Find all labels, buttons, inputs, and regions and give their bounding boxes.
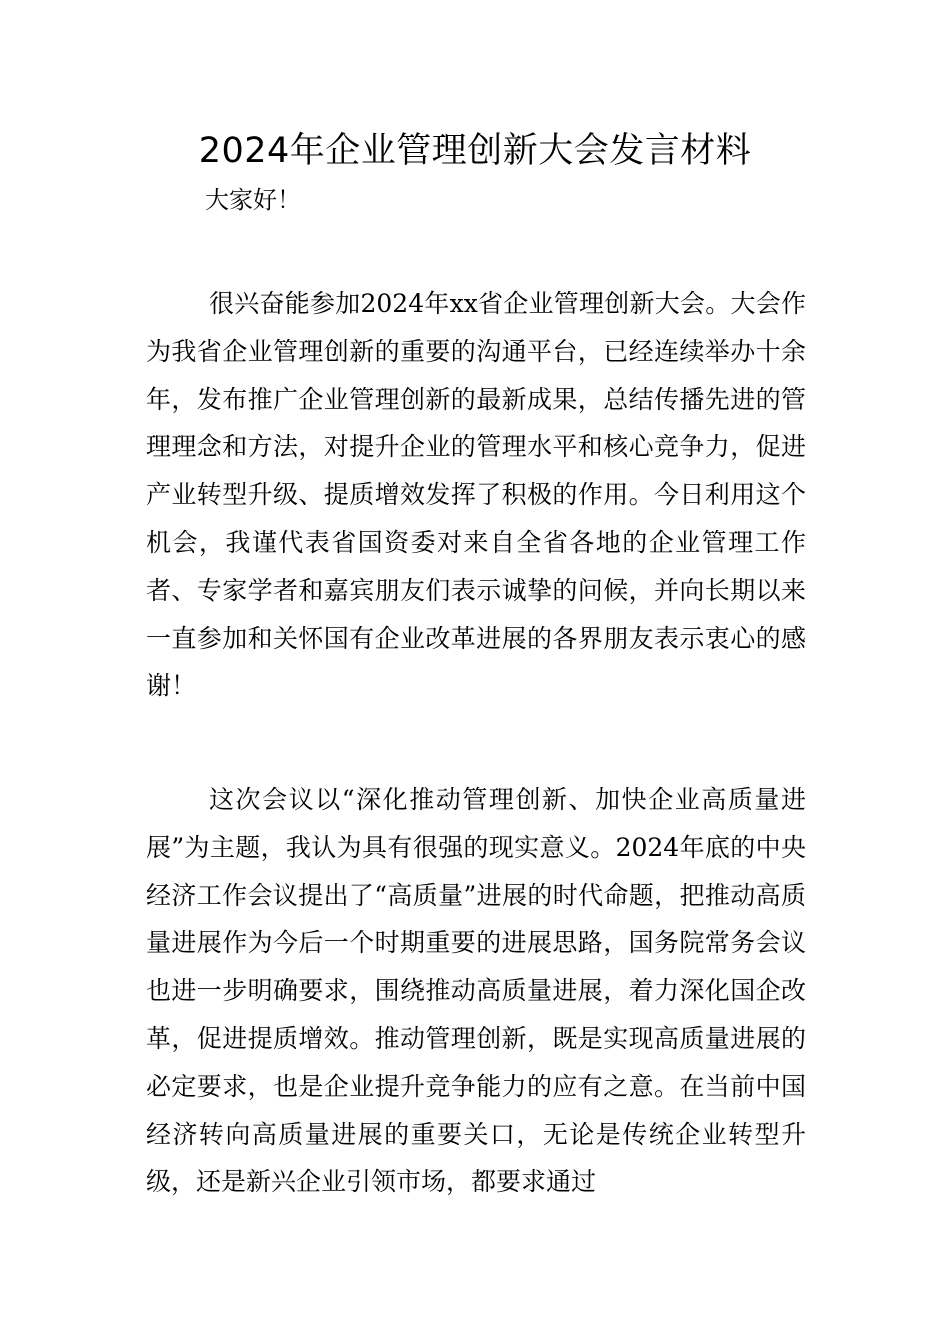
document-title: 2024年企业管理创新大会发言材料	[198, 131, 752, 171]
paragraph-1: 很兴奋能参加2024年xx省企业管理创新大会。大会作为我省企业管理创新的重要的沟通平台，已经连续举办十余年，发布推广企业管理创新的最新成果，总结传播先进的管理理念和方法，对提升企业的管理水平和核心竞争力，促进产业转型升级、提质增效发挥了积极的作用。今日利用这个机会，我谨代表省国资委对来自全省各地的企业管理工作者、专家学者和嘉宾朋友们表示诚挚的问候，并向长期以来一直参加和关怀国有企业改革进展的各界朋友表示衷心的感谢！	[146, 289, 806, 701]
greeting: 大家好！	[205, 186, 301, 214]
paragraph-2: 这次会议以“深化推动管理创新、加快企业高质量进展”为主题，我认为具有很强的现实意义。2024年底的中央经济工作会议提出了“高质量”进展的时代命题，把推动高质量进展作为今后一个时期重要的进展思路，国务院常务会议也进一步明确要求，围绕推动高质量进展，着力深化国企改革，促进提质增效。推动管理创新，既是实现高质量进展的必定要求，也是企业提升竞争能力的应有之意。在当前中国经济转向高质量进展的重要关口，无论是传统企业转型升级，还是新兴企业引领市场，都要求通过	[146, 785, 806, 1197]
